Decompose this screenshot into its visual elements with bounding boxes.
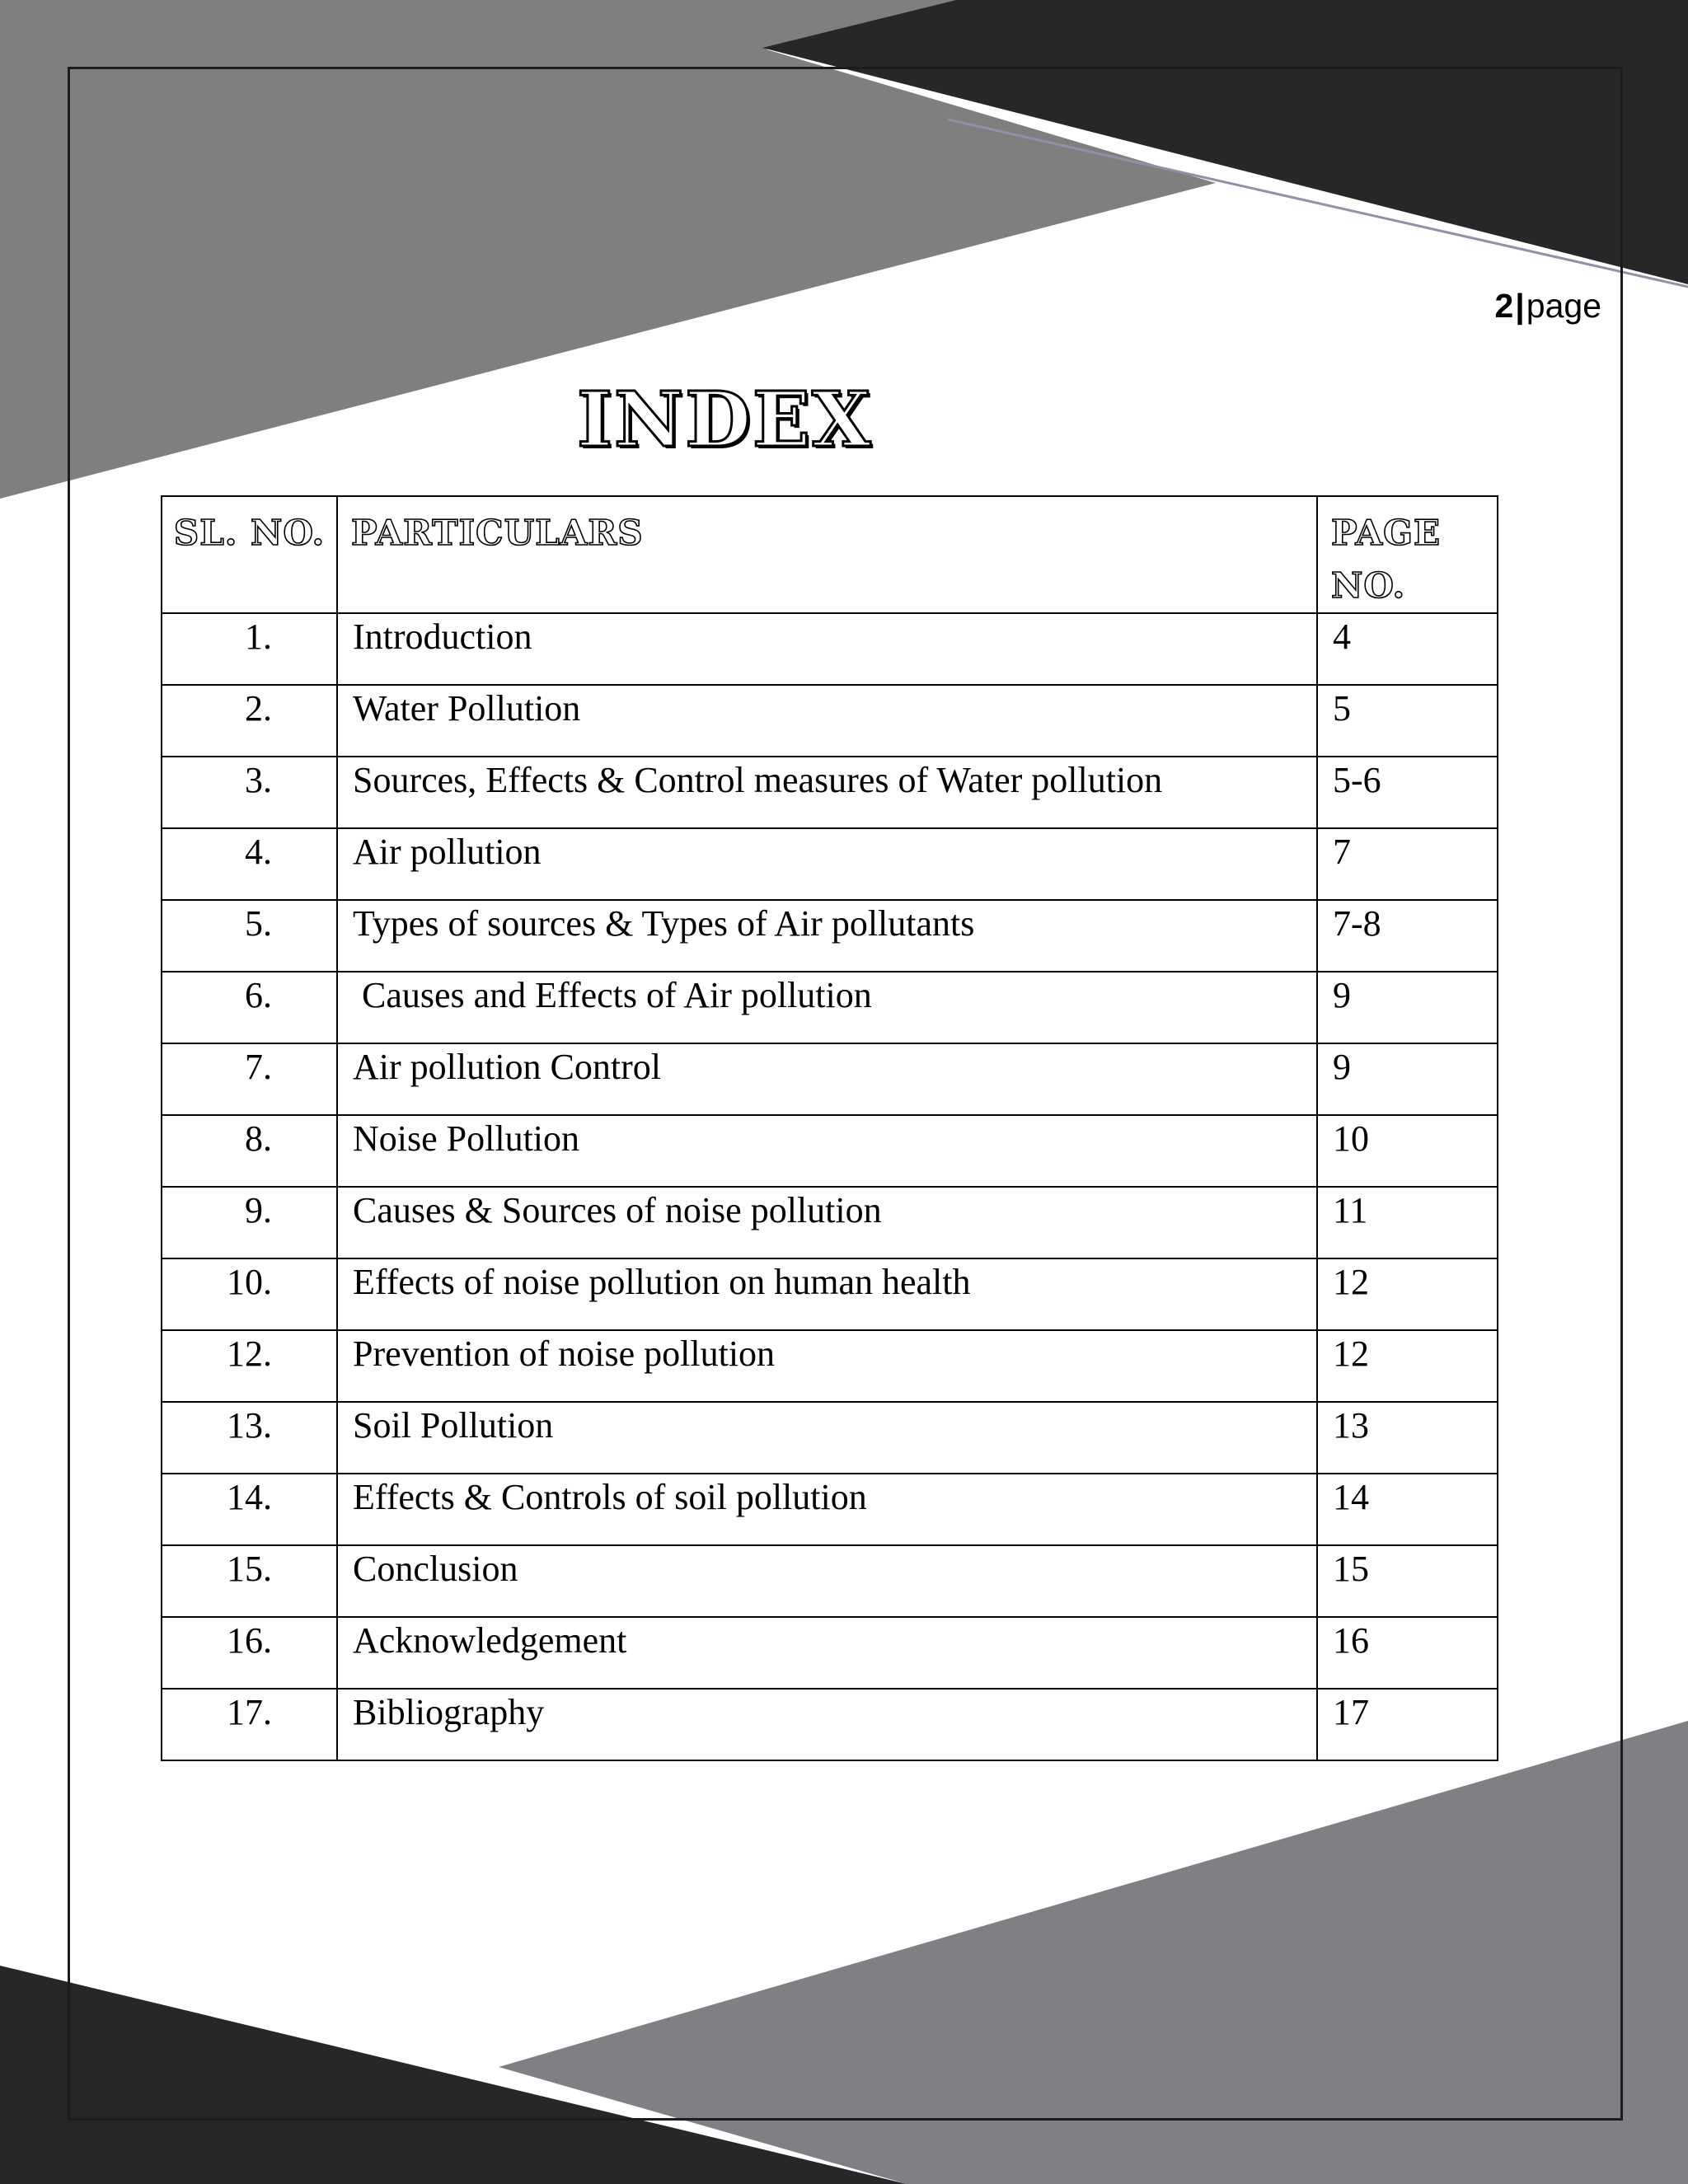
header-particulars: PARTICULARS <box>337 496 1317 613</box>
row-particulars: Air pollution <box>337 828 1317 900</box>
table-row <box>162 1617 1498 1689</box>
row-page-no: 7-8 <box>1317 900 1498 972</box>
table-row <box>162 685 1498 757</box>
row-sl-no: 12. <box>162 1330 337 1402</box>
row-page-no: 9 <box>1317 972 1498 1043</box>
row-particulars: Noise Pollution <box>337 1115 1317 1187</box>
table-row <box>162 1043 1498 1115</box>
row-page-no: 12 <box>1317 1330 1498 1402</box>
row-particulars: Water Pollution <box>337 685 1317 757</box>
row-particulars: Introduction <box>337 613 1317 685</box>
row-sl-no: 16. <box>162 1617 337 1689</box>
row-page-no: 10 <box>1317 1115 1498 1187</box>
row-sl-no: 7. <box>162 1043 337 1115</box>
row-sl-no: 8. <box>162 1115 337 1187</box>
row-sl-no: 10. <box>162 1258 337 1330</box>
header-page-line1: PAGE <box>1331 513 1441 553</box>
table-row <box>162 1689 1498 1760</box>
row-page-no: 7 <box>1317 828 1498 900</box>
row-particulars: Acknowledgement <box>337 1617 1317 1689</box>
row-particulars: Causes & Sources of noise pollution <box>337 1187 1317 1258</box>
row-page-no: 5 <box>1317 685 1498 757</box>
row-page-no: 9 <box>1317 1043 1498 1115</box>
page-number-value: 2 <box>1494 287 1514 325</box>
table-row <box>162 1545 1498 1617</box>
table-row <box>162 828 1498 900</box>
row-page-no: 4 <box>1317 613 1498 685</box>
page-number-label: page <box>1526 287 1601 325</box>
table-row <box>162 757 1498 828</box>
row-sl-no: 6. <box>162 972 337 1043</box>
row-sl-no: 1. <box>162 613 337 685</box>
row-page-no: 16 <box>1317 1617 1498 1689</box>
index-table <box>161 495 1498 1761</box>
table-row <box>162 1115 1498 1187</box>
table-row <box>162 1474 1498 1545</box>
row-sl-no: 15. <box>162 1545 337 1617</box>
row-page-no: 14 <box>1317 1474 1498 1545</box>
table-row <box>162 900 1498 972</box>
header-sl-no: SL. NO. <box>162 496 337 613</box>
row-particulars: Prevention of noise pollution <box>337 1330 1317 1402</box>
page-number <box>1401 287 1601 326</box>
row-particulars: Conclusion <box>337 1545 1317 1617</box>
row-particulars: Soil Pollution <box>337 1402 1317 1474</box>
table-row <box>162 613 1498 685</box>
row-page-no: 12 <box>1317 1258 1498 1330</box>
table-row <box>162 1187 1498 1258</box>
row-sl-no: 9. <box>162 1187 337 1258</box>
row-particulars: Air pollution Control <box>337 1043 1317 1115</box>
row-page-no: 5-6 <box>1317 757 1498 828</box>
row-sl-no: 14. <box>162 1474 337 1545</box>
row-sl-no: 5. <box>162 900 337 972</box>
header-page-line2: NO. <box>1331 565 1406 606</box>
row-sl-no: 13. <box>162 1402 337 1474</box>
row-particulars: Types of sources & Types of Air pollutants <box>337 900 1317 972</box>
page-number-separator: | <box>1515 287 1525 325</box>
row-particulars: Effects & Controls of soil pollution <box>337 1474 1317 1545</box>
table-row <box>162 1330 1498 1402</box>
row-sl-no: 17. <box>162 1689 337 1760</box>
row-sl-no: 2. <box>162 685 337 757</box>
header-page-no <box>1317 496 1498 613</box>
row-particulars: Causes and Effects of Air pollution <box>337 972 1317 1043</box>
row-page-no: 15 <box>1317 1545 1498 1617</box>
table-row <box>162 972 1498 1043</box>
row-sl-no: 3. <box>162 757 337 828</box>
table-row <box>162 1258 1498 1330</box>
row-page-no: 17 <box>1317 1689 1498 1760</box>
row-sl-no: 4. <box>162 828 337 900</box>
row-particulars: Effects of noise pollution on human health <box>337 1258 1317 1330</box>
index-title: INDEX <box>577 375 873 464</box>
row-particulars: Bibliography <box>337 1689 1317 1760</box>
table-body <box>162 613 1498 1760</box>
table-header-row <box>162 496 1498 613</box>
table-row <box>162 1402 1498 1474</box>
row-page-no: 13 <box>1317 1402 1498 1474</box>
row-particulars: Sources, Effects & Control measures of Water pollution <box>337 757 1317 828</box>
row-page-no: 11 <box>1317 1187 1498 1258</box>
